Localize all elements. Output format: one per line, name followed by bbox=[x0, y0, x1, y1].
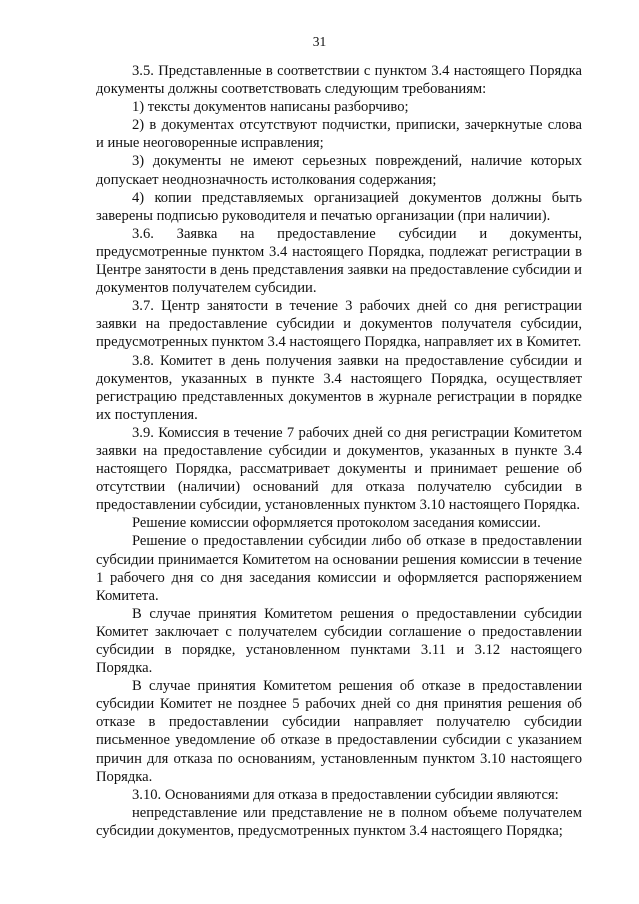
paragraph: 3.5. Представленные в соответствии с пунктом 3.4 настоящего Порядка документы должны соответствовать следующим требованиям: bbox=[96, 63, 582, 98]
paragraph: 3.6. Заявка на предоставление субсидии и документы, предусмотренные пунктом 3.4 настоящего Порядка, подлежат регистрации в Центре занятости в день представления заявки на предоставление субсидии и документов получателем субсидии. bbox=[96, 225, 582, 297]
paragraph: В случае принятия Комитетом решения об отказе в предоставлении субсидии Комитет не позднее 5 рабочих дней со дня принятия решения об отказе в предоставлении субсидии направляет получателю субсидии письменное уведомление об отказе в предоставлении субсидии с указанием причин для отказа по основаниям, установленным пунктом 3.10 настоящего Порядка. bbox=[96, 678, 582, 785]
paragraph: 1) тексты документов написаны разборчиво; bbox=[132, 99, 409, 116]
paragraph: В случае принятия Комитетом решения о предоставлении субсидии Комитет заключает с получателем субсидии соглашение о предоставлении субсидии в порядке, установленном пунктами 3.11 и 3.12 настоящего Порядка. bbox=[96, 605, 582, 677]
paragraph: 2) в документах отсутствуют подчистки, приписки, зачеркнутые слова и иные неоговоренные исправления; bbox=[96, 117, 582, 152]
paragraph: 4) копии представляемых организацией документов должны быть заверены подписью руководителя и печатью организации (при наличии). bbox=[96, 189, 582, 224]
paragraph: 3) документы не имеют серьезных повреждений, наличие которых допускает неоднозначность истолкования содержания; bbox=[96, 153, 582, 188]
paragraph: 3.7. Центр занятости в течение 3 рабочих дней со дня регистрации заявки на предоставление субсидии и документов получателя субсидии, предусмотренных пунктом 3.4 настоящего Порядка, направляет их в Комитет. bbox=[96, 298, 582, 351]
paragraph: непредставление или представление не в полном объеме получателем субсидии документов, предусмотренных пунктом 3.4 настоящего Порядка; bbox=[96, 804, 582, 839]
document-body bbox=[96, 62, 582, 840]
paragraph: 3.10. Основаниями для отказа в предоставлении субсидии являются: bbox=[132, 786, 559, 803]
paragraph: Решение комиссии оформляется протоколом заседания комиссии. bbox=[132, 515, 541, 532]
paragraph: 3.9. Комиссия в течение 7 рабочих дней со дня регистрации Комитетом заявки на предоставление субсидии и документов, указанных в пункте 3.4 настоящего Порядка, рассматривает документы и принимает решение об отсутствии (наличии) оснований для отказа получателю субсидии в предоставлении субсидии, установленных пунктом 3.10 настоящего Порядка. bbox=[96, 424, 582, 514]
page-number: 31 bbox=[312, 34, 327, 49]
paragraph: 3.8. Комитет в день получения заявки на предоставление субсидии и документов, указанных в пункте 3.4 настоящего Порядка, осуществляет регистрацию представленных документов в журнале регистрации в порядке их поступления. bbox=[96, 352, 582, 423]
paragraph: Решение о предоставлении субсидии либо об отказе в предоставлении субсидии принимается Комитетом на основании решения комиссии в течение 1 рабочего дня со дня заседания комиссии и оформляется распоряжением Комитета. bbox=[96, 533, 582, 604]
